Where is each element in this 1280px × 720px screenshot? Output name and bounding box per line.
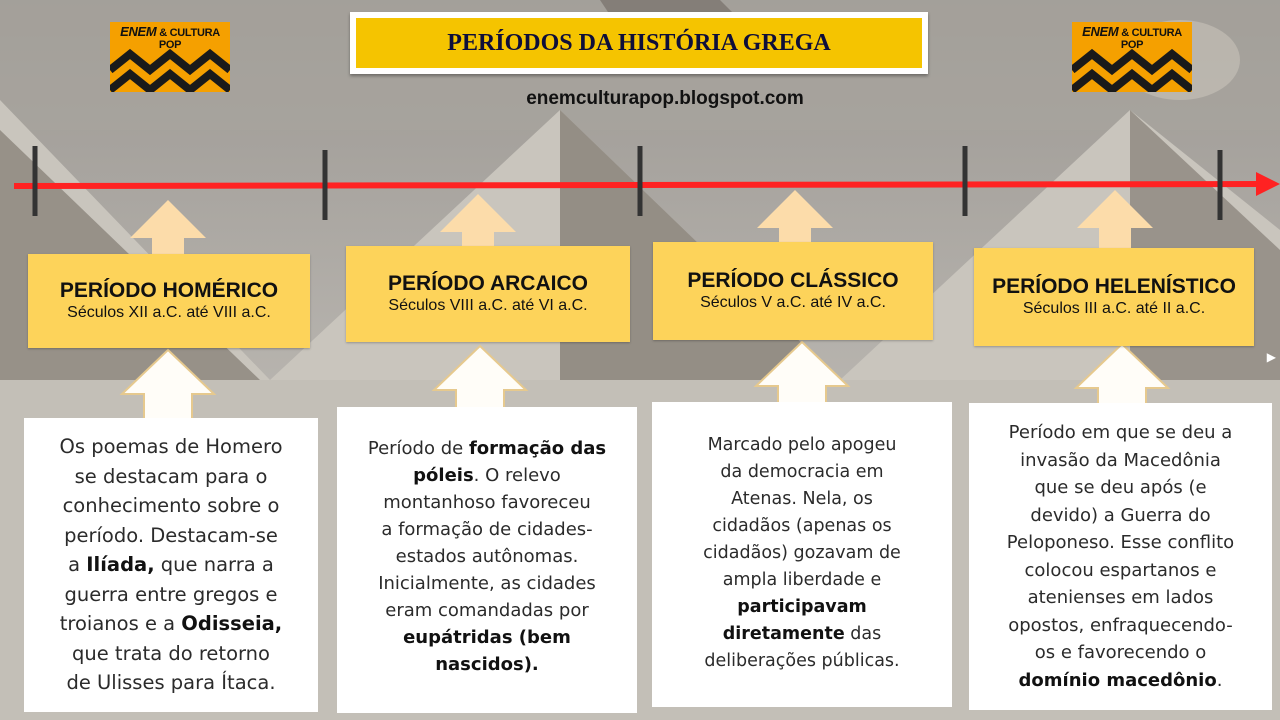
logo-word-cultura: CULTURA POP (1120, 27, 1182, 51)
period-box-classico (653, 242, 933, 340)
description-line: participavam (737, 597, 867, 617)
description-line: a formação de cidades- (381, 519, 593, 540)
description-line: nascidos). (435, 654, 539, 675)
arrow-up-outline-icon (1076, 344, 1168, 404)
logo-word-enem: ENEM (120, 24, 157, 39)
description-line: Peloponeso. Esse conflito (1006, 532, 1235, 553)
arrow-up-icon (757, 190, 833, 244)
description-line: póleis. O relevo (413, 465, 561, 486)
description-line: cidadãos) gozavam de (703, 543, 901, 563)
description-line: que se deu após (e (1034, 477, 1207, 498)
description-classico (652, 402, 952, 707)
period-dates: Séculos XII a.C. até VIII a.C. (67, 304, 271, 321)
description-line: colocou espartanos e (1024, 559, 1217, 581)
description-line: Inicialmente, as cidades (378, 573, 596, 594)
description-line: da democracia em (720, 462, 884, 482)
period-dates: Séculos III a.C. até II a.C. (1022, 300, 1206, 317)
description-lines (337, 435, 637, 678)
description-line: período. Destacam-se (64, 523, 278, 547)
description-line: os e favorecendo o (1034, 642, 1207, 663)
period-dates: Séculos V a.C. até IV a.C. (700, 294, 886, 311)
period-name: PERÍODO HOMÉRICO (59, 279, 279, 302)
description-arcaico (337, 407, 637, 713)
description-line: opostos, enfraquecendo- (1008, 614, 1233, 636)
description-line: Período de formação das (367, 438, 607, 459)
period-box-arcaico (346, 246, 630, 342)
description-line: eupátridas (bem (403, 627, 571, 648)
description-line: ampla liberdade e (722, 570, 882, 590)
description-line: troianos e a Odisseia, (59, 612, 283, 635)
description-line: estados autônomas. (395, 546, 579, 567)
arrow-up-icon (130, 200, 206, 254)
description-line: cidadãos (apenas os (712, 516, 892, 536)
description-line: que trata do retorno (72, 641, 270, 665)
arrow-up-outline-icon (122, 350, 214, 420)
period-box-helenistico (974, 248, 1254, 346)
period-dates: Séculos VIII a.C. até VI a.C. (388, 297, 588, 314)
description-line: domínio macedônio. (1018, 669, 1223, 691)
description-line: Marcado pelo apogeu (707, 435, 897, 455)
description-line: de Ulisses para Ítaca. (66, 671, 276, 694)
description-line: conhecimento sobre o (62, 494, 280, 517)
description-line: Período em que se deu a (1008, 422, 1233, 443)
description-line: eram comandadas por (385, 600, 589, 621)
page-title: PERÍODOS DA HISTÓRIA GREGA (356, 18, 922, 68)
description-lines (652, 432, 952, 675)
arrow-up-icon (440, 194, 516, 248)
description-line: devido) a Guerra do (1030, 504, 1211, 526)
arrow-up-outline-icon (434, 346, 526, 410)
logo-word-cultura: CULTURA POP (158, 27, 220, 51)
description-line: invasão da Macedônia (1020, 449, 1221, 471)
description-lines (24, 432, 318, 698)
period-name: PERÍODO HELENÍSTICO (992, 275, 1236, 298)
period-box-homerico (28, 254, 310, 348)
description-lines (969, 419, 1272, 694)
description-line: montanhoso favoreceu (383, 492, 591, 513)
arrow-up-outline-icon (756, 342, 848, 404)
description-line: a Ilíada, que narra a (68, 553, 274, 576)
logo-word-enem: ENEM (1082, 24, 1119, 39)
arrow-up-icon (1077, 190, 1153, 248)
period-name: PERÍODO CLÁSSICO (687, 269, 899, 292)
description-line: se destacam para o (74, 464, 268, 488)
period-name: PERÍODO ARCAICO (388, 272, 588, 295)
description-line: guerra entre gregos e (64, 582, 278, 606)
description-line: atenienses em lados (1027, 587, 1214, 608)
description-line: Os poemas de Homero (59, 435, 283, 458)
description-helenistico (969, 403, 1272, 710)
description-line: deliberações públicas. (704, 651, 900, 671)
logo-ampersand: & (159, 27, 167, 39)
next-slide-icon[interactable]: ▶ (1266, 350, 1276, 364)
description-line: diretamente das (722, 624, 882, 644)
description-homerico (24, 418, 318, 712)
logo-ampersand: & (1121, 27, 1129, 39)
description-line: Atenas. Nela, os (731, 489, 873, 509)
blog-url: enemculturapop.blogspot.com (526, 88, 804, 109)
